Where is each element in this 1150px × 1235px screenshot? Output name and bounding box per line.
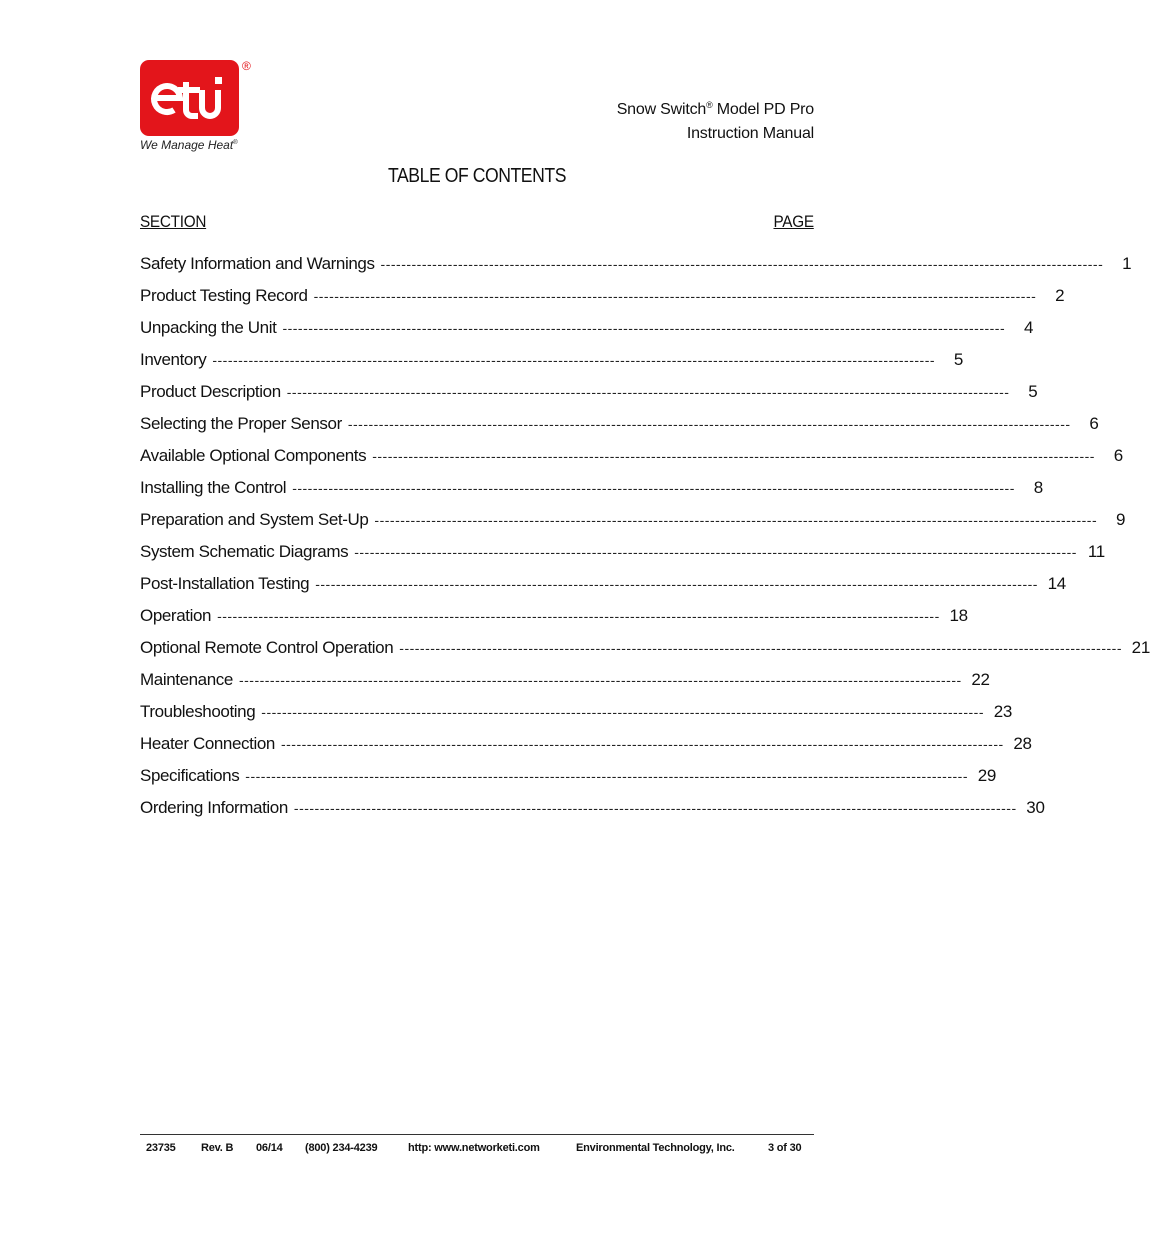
model-name: Model PD Pro [712, 101, 814, 118]
toc-entry-page: 1 [1122, 254, 1132, 273]
toc-entry-page: 28 [1013, 734, 1032, 753]
toc-leader-dashes: -------------------------------------------------------------------------------------------------------------------------------------------- [372, 448, 1095, 464]
toc-entry-label: Heater Connection [140, 734, 275, 753]
page-footer [140, 1142, 814, 1158]
toc-leader-dashes: -------------------------------------------------------------------------------------------------------------------------------------------- [286, 384, 1010, 400]
toc-entry-label: Ordering Information [140, 798, 288, 817]
toc-entry-page: 11 [1087, 542, 1105, 561]
toc-entry-label: Post-Installation Testing [140, 574, 310, 593]
toc-entry-page: 9 [1115, 510, 1126, 529]
toc-leader-dashes: -------------------------------------------------------------------------------------------------------------------------------------------- [347, 416, 1071, 432]
toc-entry [140, 382, 1038, 414]
toc-leader-dashes: -------------------------------------------------------------------------------------------------------------------------------------------- [313, 288, 1037, 304]
toc-leader-dashes: -------------------------------------------------------------------------------------------------------------------------------------------- [282, 320, 1006, 336]
toc-entry-page: 30 [1026, 798, 1045, 817]
toc-entry-label: Specifications [140, 766, 240, 785]
toc-entry-page: 14 [1047, 574, 1066, 593]
toc-leader-dashes: -------------------------------------------------------------------------------------------------------------------------------------------- [380, 256, 1104, 272]
toc-entry [140, 670, 990, 702]
toc-list [140, 254, 1150, 830]
toc-entry-label: Unpacking the Unit [140, 318, 277, 337]
toc-entry-label: Operation [140, 606, 212, 625]
toc-entry-label: Safety Information and Warnings [140, 254, 375, 273]
toc-entry [140, 286, 1065, 318]
toc-entry [140, 798, 1045, 830]
toc-entry [140, 702, 1012, 734]
footer-page-number: 3 of 30 [768, 1142, 802, 1154]
toc-leader-dashes: -------------------------------------------------------------------------------------------------------------------------------------------- [374, 512, 1098, 528]
eti-logo [140, 60, 255, 155]
registered-mark: ® [242, 59, 251, 73]
footer-divider [140, 1134, 814, 1135]
logo-tagline [140, 138, 238, 152]
toc-leader-dashes: -------------------------------------------------------------------------------------------------------------------------------------------- [293, 800, 1017, 816]
document-type: Instruction Manual [686, 125, 814, 142]
toc-entry [140, 478, 1043, 510]
toc-leader-dashes: -------------------------------------------------------------------------------------------------------------------------------------------- [238, 672, 962, 688]
toc-entry-page: 23 [993, 702, 1012, 721]
page-heading: PAGE [773, 212, 814, 231]
footer-doc-number: 23735 [146, 1142, 176, 1154]
toc-leader-dashes: -------------------------------------------------------------------------------------------------------------------------------------------- [217, 608, 940, 624]
toc-entry-page: 6 [1089, 414, 1099, 433]
toc-entry-label: Troubleshooting [140, 702, 256, 721]
toc-leader-dashes: -------------------------------------------------------------------------------------------------------------------------------------------- [261, 704, 984, 720]
toc-entry-label: Preparation and System Set-Up [140, 510, 369, 529]
eti-logo-glyph [140, 60, 239, 136]
toc-entry [140, 542, 1105, 574]
toc-entry [140, 446, 1123, 478]
footer-website: http: www.networketi.com [408, 1142, 540, 1154]
document-header [617, 98, 814, 146]
toc-entry [140, 510, 1126, 542]
footer-revision: Rev. B [201, 1142, 234, 1154]
toc-title: TABLE OF CONTENTS [387, 165, 566, 187]
toc-entry-label: Available Optional Components [140, 446, 367, 465]
toc-leader-dashes: -------------------------------------------------------------------------------------------------------------------------------------------- [354, 544, 1077, 560]
footer-phone: (800) 234-4239 [305, 1142, 378, 1154]
toc-entry-page: 5 [953, 350, 964, 369]
toc-entry-page: 6 [1113, 446, 1123, 465]
toc-entry [140, 350, 964, 382]
toc-entry-label: Inventory [140, 350, 207, 369]
toc-leader-dashes: -------------------------------------------------------------------------------------------------------------------------------------------- [280, 736, 1004, 752]
toc-entry-page: 22 [971, 670, 990, 689]
toc-entry-label: Product Testing Record [140, 286, 308, 305]
toc-leader-dashes: -------------------------------------------------------------------------------------------------------------------------------------------- [292, 480, 1015, 496]
toc-leader-dashes: -------------------------------------------------------------------------------------------------------------------------------------------- [212, 352, 936, 368]
toc-entry [140, 766, 996, 798]
product-line [617, 98, 814, 122]
footer-company: Environmental Technology, Inc. [576, 1142, 735, 1154]
toc-entry-label: System Schematic Diagrams [140, 542, 349, 561]
toc-entry [140, 606, 968, 638]
toc-leader-dashes: -------------------------------------------------------------------------------------------------------------------------------------------- [315, 576, 1038, 592]
tagline-mark: ® [233, 140, 238, 146]
toc-leader-dashes: -------------------------------------------------------------------------------------------------------------------------------------------- [399, 640, 1122, 656]
toc-entry-label: Maintenance [140, 670, 233, 689]
toc-entry-page: 2 [1055, 286, 1065, 305]
product-mark: ® [706, 100, 713, 110]
toc-entry [140, 574, 1066, 606]
eti-logo-mark [140, 60, 239, 136]
toc-entry-page: 8 [1033, 478, 1043, 497]
toc-entry-page: 18 [949, 606, 968, 625]
section-heading: SECTION [140, 212, 207, 231]
footer-date: 06/14 [256, 1142, 283, 1154]
toc-entry [140, 318, 1034, 350]
toc-leader-dashes: -------------------------------------------------------------------------------------------------------------------------------------------- [245, 768, 968, 784]
toc-entry-page: 4 [1023, 318, 1034, 337]
toc-entry-page: 29 [977, 766, 996, 785]
toc-entry [140, 254, 1132, 286]
toc-entry [140, 638, 1150, 670]
toc-entry-label: Optional Remote Control Operation [140, 638, 394, 657]
toc-entry-label: Selecting the Proper Sensor [140, 414, 342, 433]
toc-entry [140, 414, 1099, 446]
toc-column-headings [140, 212, 814, 236]
tagline-text: We Manage Heat [140, 138, 234, 152]
toc-entry-page: 21 [1131, 638, 1150, 657]
toc-entry-page: 5 [1028, 382, 1038, 401]
toc-entry-label: Product Description [140, 382, 281, 401]
product-name: Snow Switch [616, 101, 707, 118]
toc-entry [140, 734, 1032, 766]
toc-entry-label: Installing the Control [140, 478, 287, 497]
